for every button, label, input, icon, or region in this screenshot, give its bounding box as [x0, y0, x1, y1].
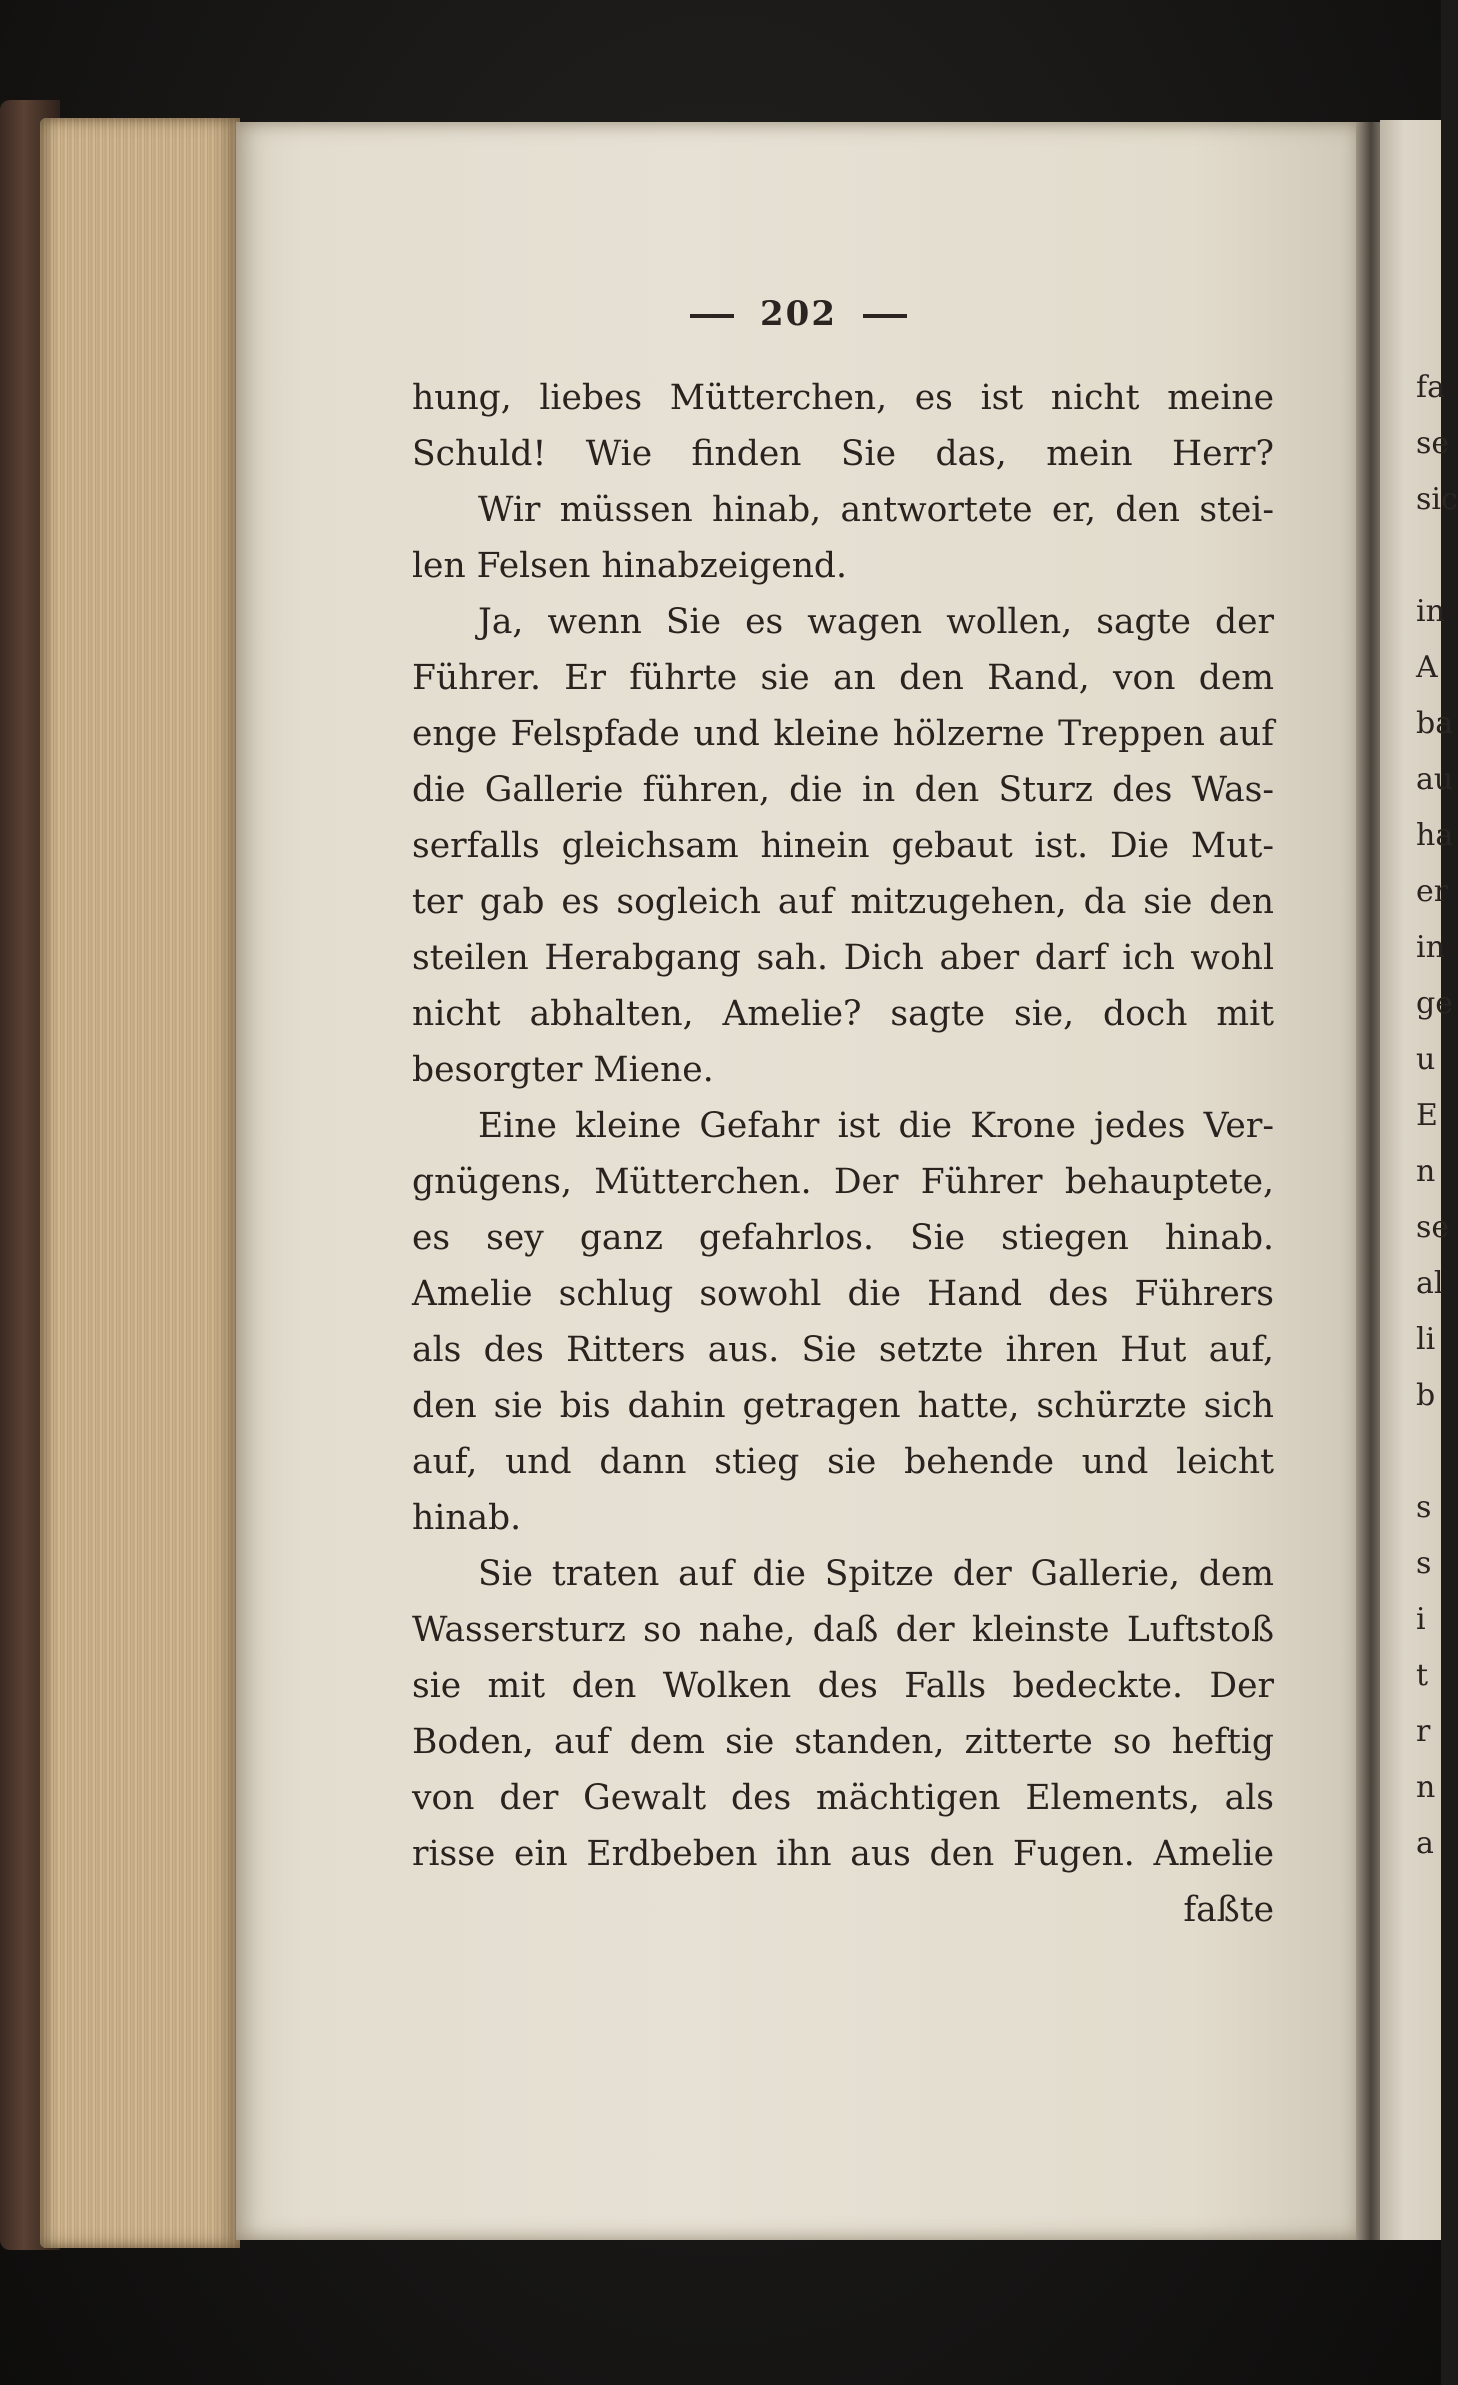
text-line: Eine kleine Gefahr ist die Krone jedes Ver-: [478, 1106, 1274, 1146]
book-page: [236, 122, 1361, 2240]
text-line: es sey ganz gefahrlos. Sie stiegen hinab.: [412, 1218, 1274, 1258]
header-dash-right: [863, 314, 907, 318]
facing-text-fragment: sic: [1416, 482, 1458, 517]
text-line: faßte: [1183, 1890, 1274, 1930]
text-line: den sie bis dahin getragen hatte, schürzte sich: [412, 1386, 1274, 1426]
text-line: nicht abhalten, Amelie? sagte sie, doch mit: [412, 994, 1274, 1034]
facing-text-fragment: A: [1416, 650, 1438, 685]
facing-text-fragment: b: [1416, 1378, 1436, 1413]
text-line: risse ein Erdbeben ihn aus den Fugen. Amelie: [412, 1834, 1274, 1874]
header-dash-left: [690, 314, 734, 318]
facing-text-fragment: al: [1416, 1266, 1444, 1301]
page-text: [412, 370, 1274, 1938]
text-line: len Felsen hinabzeigend.: [412, 546, 847, 586]
text-line: hinab.: [412, 1498, 522, 1538]
page-block-edge: [40, 118, 240, 2248]
text-line: als des Ritters aus. Sie setzte ihren Hut auf,: [412, 1330, 1274, 1370]
facing-text-fragment: se: [1416, 1210, 1450, 1245]
facing-text-fragment: s: [1416, 1490, 1432, 1525]
facing-text-fragment: a: [1416, 1826, 1434, 1861]
facing-text-fragment: er: [1416, 874, 1449, 909]
text-line: hung, liebes Mütterchen, es ist nicht meine: [412, 378, 1274, 418]
text-line: besorgter Miene.: [412, 1050, 714, 1090]
text-line: Sie traten auf die Spitze der Gallerie, dem: [478, 1554, 1274, 1594]
facing-text-fragment: E: [1416, 1098, 1438, 1133]
facing-text-fragment: n: [1416, 1154, 1436, 1189]
text-line: Amelie schlug sowohl die Hand des Führers: [412, 1274, 1274, 1314]
facing-text-fragment: u: [1416, 1042, 1436, 1077]
text-line: ter gab es sogleich auf mitzugehen, da sie den: [412, 882, 1274, 922]
facing-text-fragment: s: [1416, 1546, 1432, 1581]
facing-text-fragment: n: [1416, 1770, 1436, 1805]
facing-text-fragment: r: [1416, 1714, 1431, 1749]
facing-text-fragment: in: [1416, 930, 1445, 965]
facing-text-fragment: ge: [1416, 986, 1453, 1021]
text-line: Führer. Er führte sie an den Rand, von dem: [412, 658, 1274, 698]
text-line: auf, und dann stieg sie behende und leicht: [412, 1442, 1274, 1482]
text-line: die Gallerie führen, die in den Sturz des Was-: [412, 770, 1274, 810]
facing-text-fragment: i: [1416, 1602, 1426, 1637]
facing-page: [1380, 120, 1458, 2240]
text-line: Boden, auf dem sie standen, zitterte so heftig: [412, 1722, 1274, 1762]
facing-text-fragment: t: [1416, 1658, 1429, 1693]
text-line: von der Gewalt des mächtigen Elements, als: [412, 1778, 1274, 1818]
text-line: Ja, wenn Sie es wagen wollen, sagte der: [478, 602, 1274, 642]
page-number: 202: [760, 294, 837, 334]
text-line: Wir müssen hinab, antwortete er, den stei-: [478, 490, 1274, 530]
text-line: sie mit den Wolken des Falls bedeckte. Der: [412, 1666, 1274, 1706]
facing-text-fragment: li: [1416, 1322, 1436, 1357]
text-line: Wassersturz so nahe, daß der kleinste Luftstoß: [412, 1610, 1274, 1650]
facing-text-fragment: se: [1416, 426, 1450, 461]
text-line: serfalls gleichsam hinein gebaut ist. Die Mut-: [412, 826, 1274, 866]
facing-text-fragment: ba: [1416, 706, 1454, 741]
text-line: enge Felspfade und kleine hölzerne Treppen auf: [412, 714, 1274, 754]
facing-text-fragment: au: [1416, 762, 1454, 797]
text-line: gnügens, Mütterchen. Der Führer behauptete,: [412, 1162, 1274, 1202]
text-line: Schuld! Wie finden Sie das, mein Herr?: [412, 434, 1274, 474]
facing-text-fragment: fa: [1416, 370, 1445, 405]
text-line: steilen Herabgang sah. Dich aber darf ich wohl: [412, 938, 1274, 978]
page-header: [236, 294, 1361, 334]
facing-text-fragment: ha: [1416, 818, 1454, 853]
facing-text-fragment: in: [1416, 594, 1445, 629]
